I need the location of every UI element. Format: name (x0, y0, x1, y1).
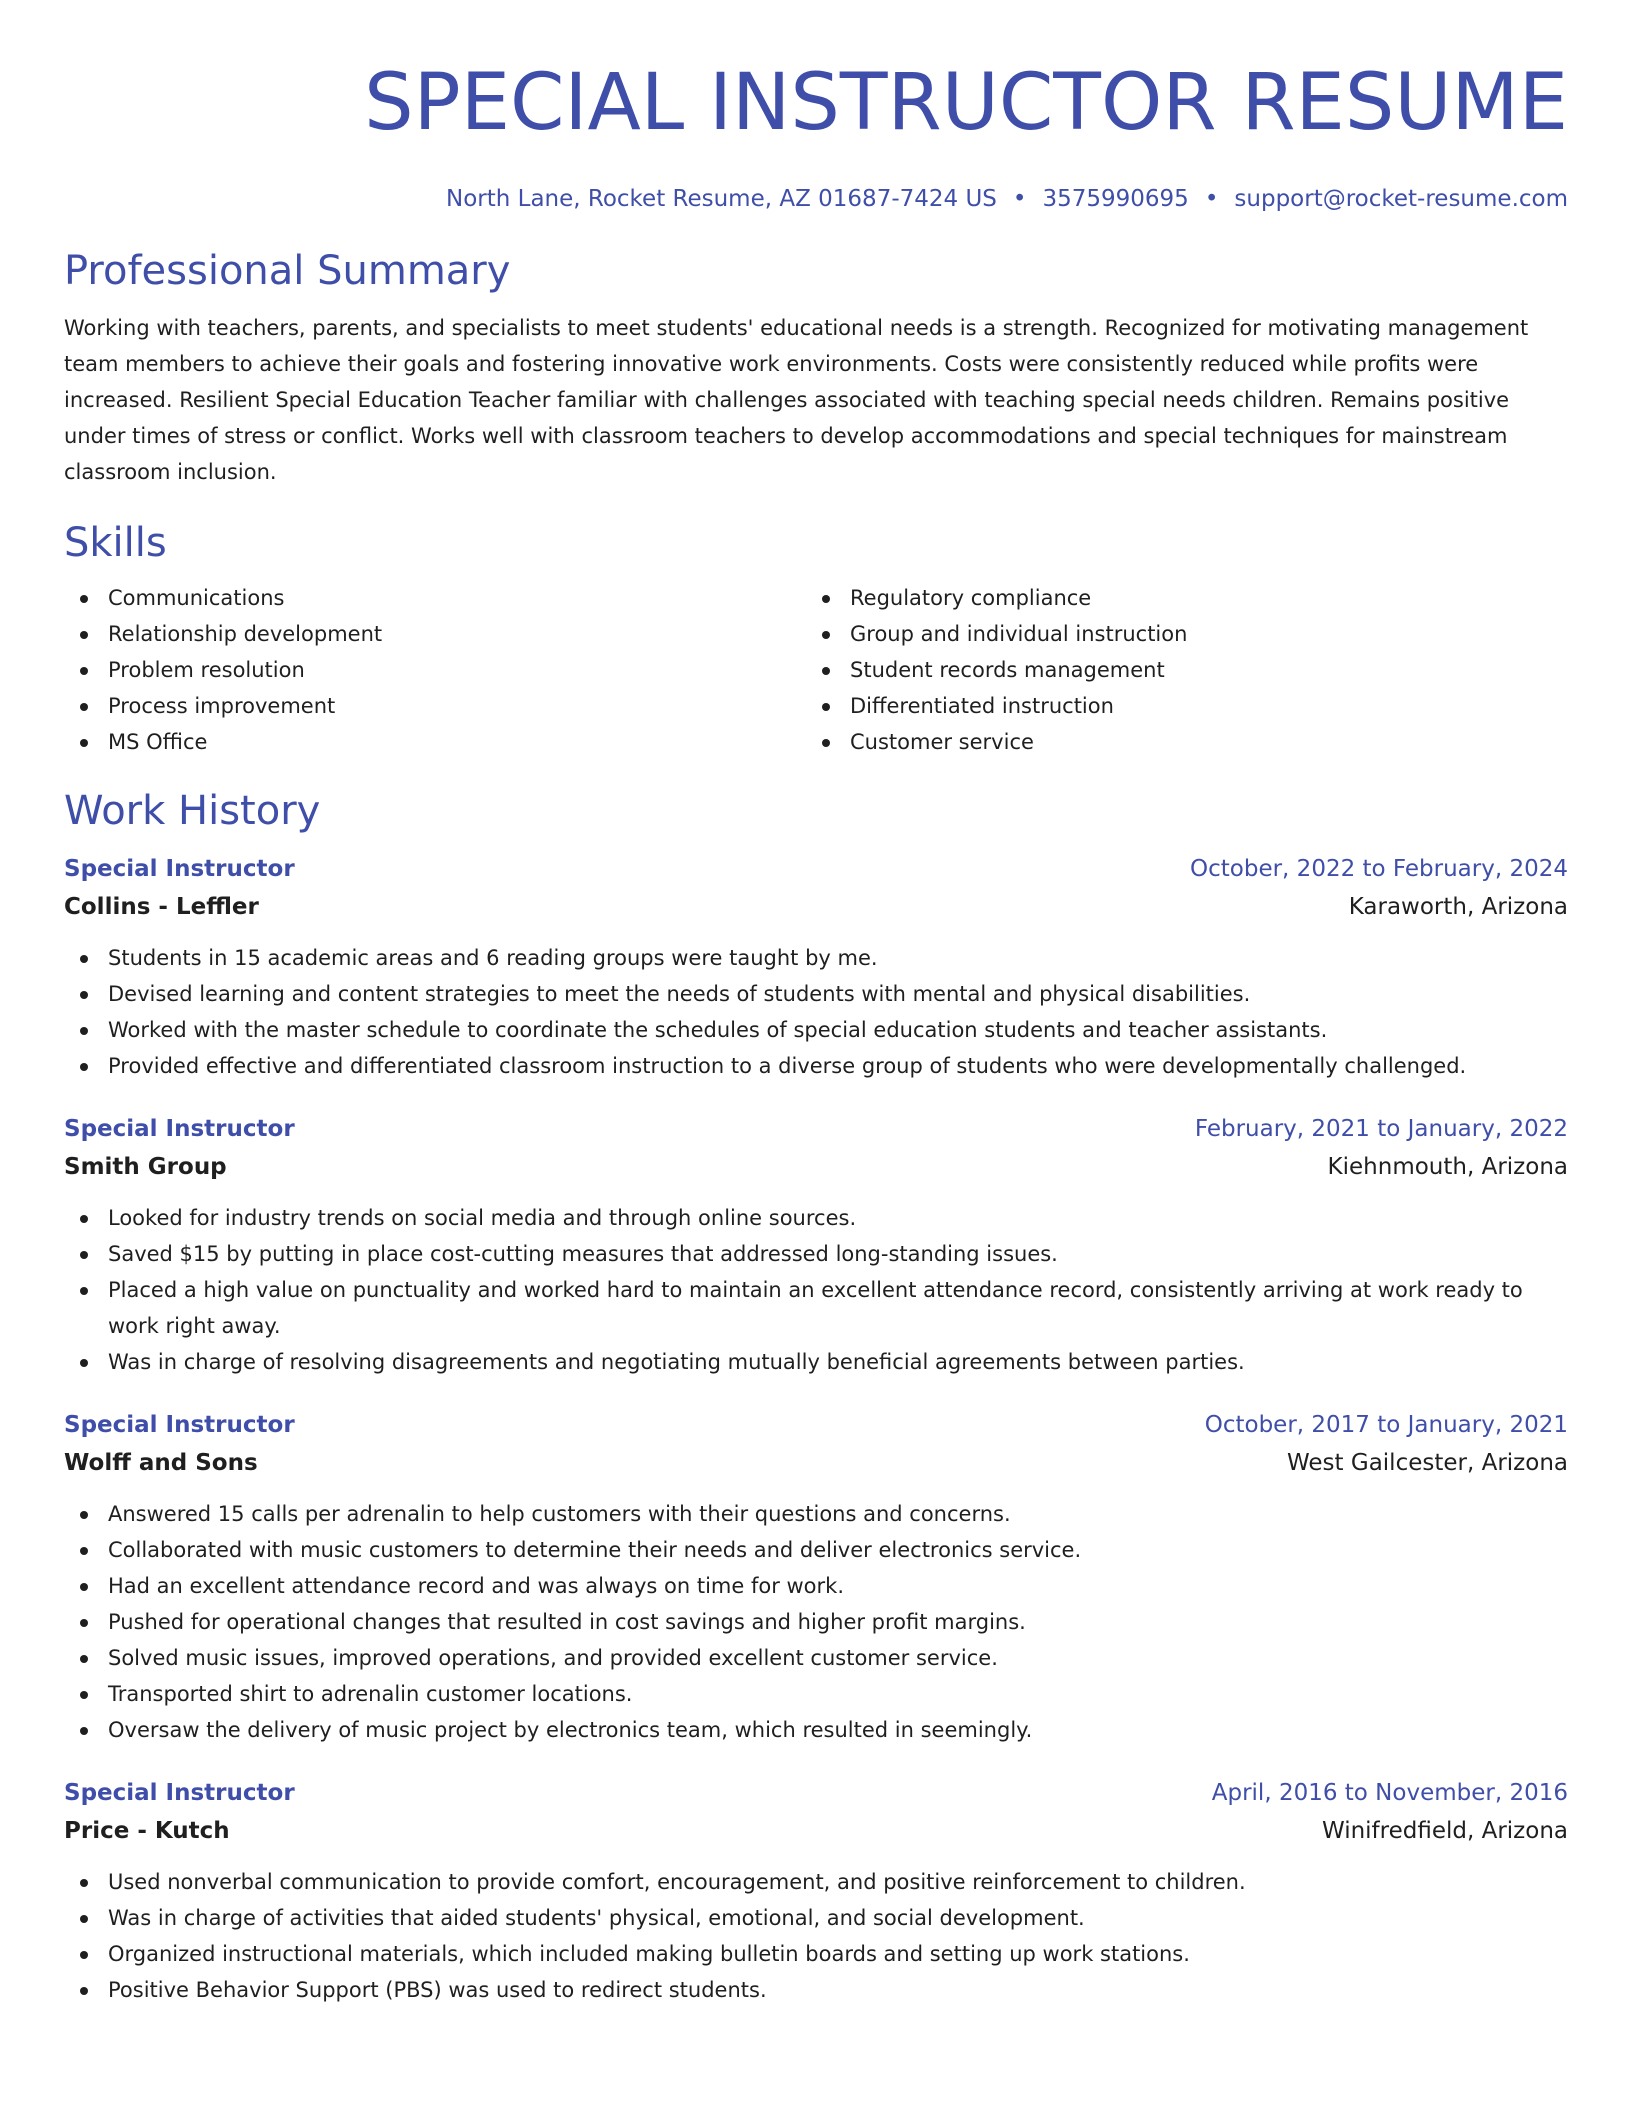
job-location: Winifredfield, Arizona (1321, 1818, 1568, 1844)
skill-item: Differentiated instruction (806, 688, 1548, 724)
job-title: Special Instructor (64, 1116, 295, 1142)
job-bullet: Had an excellent attendance record and was always on time for work. (64, 1568, 1568, 1604)
job-bullet: Pushed for operational changes that resulted in cost savings and higher profit margins. (64, 1604, 1568, 1640)
job-location: Kiehnmouth, Arizona (1327, 1154, 1568, 1180)
bullet-dot (80, 1951, 88, 1959)
job-entry (64, 1110, 1568, 1380)
bullet-dot (80, 1915, 88, 1923)
skill-item: Student records management (806, 652, 1548, 688)
job-dates: April, 2016 to November, 2016 (1211, 1780, 1568, 1806)
job-bullet: Worked with the master schedule to coordinate the schedules of special education students and teacher assistants. (64, 1012, 1568, 1048)
bullet-dot (80, 1691, 88, 1699)
job-location: Karaworth, Arizona (1348, 894, 1568, 920)
skills-heading: Skills (64, 520, 167, 566)
bullet-dot (822, 739, 830, 747)
bullet-dot (80, 595, 88, 603)
job-location: West Gailcester, Arizona (1287, 1450, 1568, 1476)
job-bullet: Devised learning and content strategies to meet the needs of students with mental and physical disabilities. (64, 976, 1568, 1012)
job-dates: October, 2022 to February, 2024 (1190, 856, 1568, 882)
bullet-dot (80, 1027, 88, 1035)
bullet-dot (80, 1215, 88, 1223)
summary-text: Working with teachers, parents, and specialists to meet students' educational needs is a strength. Recognized for motivating management team members to achieve their goals and fostering innovative work environments. Costs were consistently reduced while profits were increased. Resilient Special Education Teacher familiar with challenges associated with teaching special needs children. Remains positive under times of stress or conflict. Works well with classroom teachers to develop accommodations and special techniques for mainstream classroom inclusion. (64, 316, 1529, 484)
skill-item: Process improvement (64, 688, 806, 724)
job-bullet: Students in 15 academic areas and 6 reading groups were taught by me. (64, 940, 1568, 976)
contact-address: North Lane, Rocket Resume, AZ 01687-7424 US (445, 186, 997, 212)
job-title: Special Instructor (64, 1412, 295, 1438)
bullet-dot (822, 703, 830, 711)
job-bullet: Organized instructional materials, which included making bulletin boards and setting up work stations. (64, 1936, 1568, 1972)
bullet-dot (80, 703, 88, 711)
contact-separator: • (1012, 186, 1027, 212)
contact-separator: • (1204, 186, 1219, 212)
job-bullet: Solved music issues, improved operations, and provided excellent customer service. (64, 1640, 1568, 1676)
bullet-dot (80, 1511, 88, 1519)
job-title: Special Instructor (64, 856, 295, 882)
job-bullet: Was in charge of resolving disagreements and negotiating mutually beneficial agreements between parties. (64, 1344, 1568, 1380)
bullet-dot (80, 1547, 88, 1555)
bullet-dot (80, 1287, 88, 1295)
job-company: Wolff and Sons (64, 1450, 258, 1476)
skills-list (64, 580, 1568, 760)
skill-item: Communications (64, 580, 806, 616)
bullet-dot (80, 1987, 88, 1995)
job-bullet: Transported shirt to adrenalin customer locations. (64, 1676, 1568, 1712)
job-bullet: Oversaw the delivery of music project by electronics team, which resulted in seemingly. (64, 1712, 1568, 1748)
bullet-dot (80, 991, 88, 999)
job-dates: October, 2017 to January, 2021 (1204, 1412, 1568, 1438)
job-bullet: Used nonverbal communication to provide comfort, encouragement, and positive reinforcement to children. (64, 1864, 1568, 1900)
bullet-dot (80, 1619, 88, 1627)
job-bullet: Answered 15 calls per adrenalin to help customers with their questions and concerns. (64, 1496, 1568, 1532)
skill-item: Problem resolution (64, 652, 806, 688)
job-company: Price - Kutch (64, 1818, 230, 1844)
bullet-dot (80, 955, 88, 963)
bullet-dot (80, 1063, 88, 1071)
bullet-dot (80, 1583, 88, 1591)
skill-item: Regulatory compliance (806, 580, 1548, 616)
bullet-dot (80, 1359, 88, 1367)
bullet-dot (80, 1251, 88, 1259)
bullet-dot (80, 1655, 88, 1663)
job-bullet: Provided effective and differentiated classroom instruction to a diverse group of students who were developmentally challenged. (64, 1048, 1568, 1084)
bullet-dot (80, 1879, 88, 1887)
job-bullet: Placed a high value on punctuality and worked hard to maintain an excellent attendance record, consistently arriving at work ready to work right away. (64, 1272, 1568, 1344)
summary-heading: Professional Summary (64, 248, 511, 294)
job-bullet: Was in charge of activities that aided students' physical, emotional, and social development. (64, 1900, 1568, 1936)
bullet-dot (80, 1727, 88, 1735)
contact-line (64, 182, 1568, 216)
contact-email[interactable]: support@rocket-resume.com (1234, 186, 1568, 212)
bullet-dot (822, 595, 830, 603)
skills-column-right (806, 580, 1548, 760)
bullet-dot (80, 739, 88, 747)
skill-item: MS Office (64, 724, 806, 760)
job-company: Collins - Leffler (64, 894, 259, 920)
job-company: Smith Group (64, 1154, 227, 1180)
job-entry (64, 1774, 1568, 2008)
bullet-dot (822, 667, 830, 675)
job-entry (64, 1406, 1568, 1748)
job-bullet: Saved $15 by putting in place cost-cutting measures that addressed long-standing issues. (64, 1236, 1568, 1272)
bullet-dot (80, 631, 88, 639)
bullet-dot (80, 667, 88, 675)
skills-column-left (64, 580, 806, 760)
bullet-dot (822, 631, 830, 639)
job-dates: February, 2021 to January, 2022 (1194, 1116, 1568, 1142)
job-bullet: Collaborated with music customers to determine their needs and deliver electronics service. (64, 1532, 1568, 1568)
skill-item: Relationship development (64, 616, 806, 652)
contact-phone[interactable]: 3575990695 (1042, 186, 1189, 212)
work-history-heading: Work History (64, 788, 321, 834)
job-bullet: Positive Behavior Support (PBS) was used to redirect students. (64, 1972, 1568, 2008)
job-bullet: Looked for industry trends on social media and through online sources. (64, 1200, 1568, 1236)
job-entry (64, 850, 1568, 1084)
resume-title: SPECIAL INSTRUCTOR RESUME (364, 58, 1568, 148)
job-title: Special Instructor (64, 1780, 295, 1806)
skill-item: Customer service (806, 724, 1548, 760)
resume-page (64, 0, 1568, 2008)
skill-item: Group and individual instruction (806, 616, 1548, 652)
